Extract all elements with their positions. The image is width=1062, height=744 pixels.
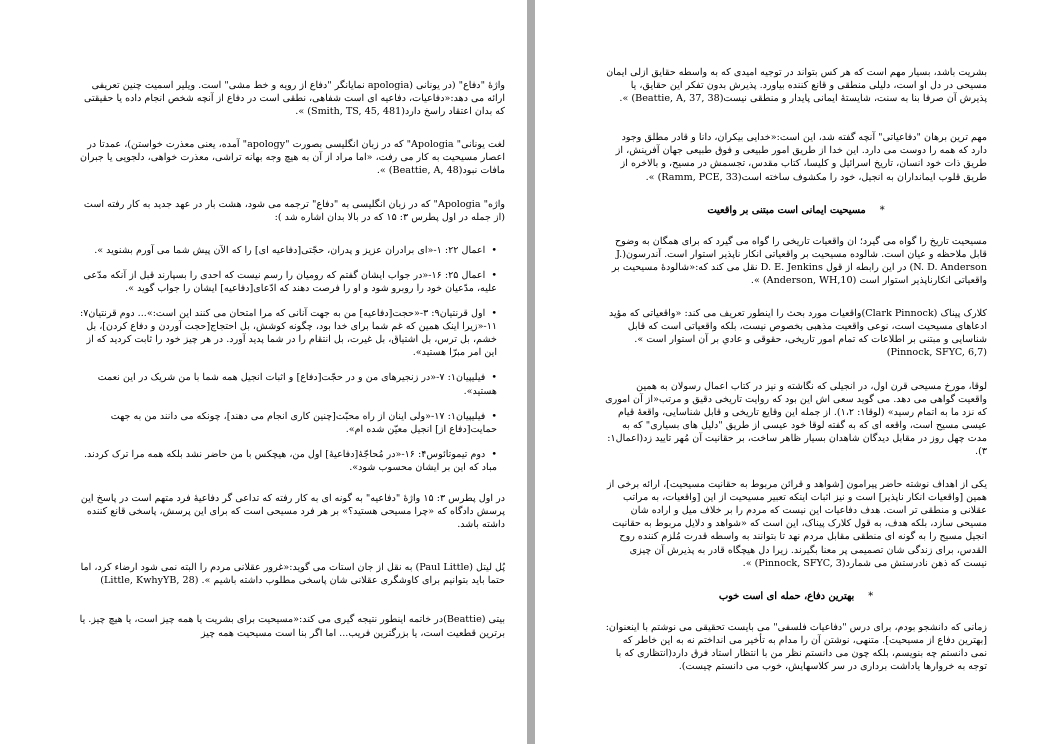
- verse-list-item: [78, 244, 505, 257]
- paragraph: مسیحیت تاریخ را گواه می گیرد؛ ان واقعیات تاریخی را گواه می گیرد که برای همگان به وضوح قابل ملاحظه و عیان است. شالوده مسیحیت بر واقعیاتی انکار ناپذیر استوار است. آندرسون(J. N. D. Anderson) در این رابطه از قول D. E. Jenkins نقل می کند که:«شالودهٔ مسیحیت بر واقعیاتی انکارناپذیر استوار است (Anderson, WH,10) ».: [611, 235, 987, 287]
- bullet-icon: •: [491, 308, 497, 320]
- verse-text: اعمال ۲۲: ۱-«ای برادران عزیز و پدران، حجّتی[دفاعیه ای] را که الآن پیش شما می آورم بشنوید ».: [94, 244, 486, 256]
- paragraph: پُل لیتل (Paul Little) به نقل از جان استات می گوید:«غرور عقلانی مردم را البته نمی شود ارضاء کرد، اما حتما باید بتوانیم برای کاوشگری عقلانی شان پاسخی مطلوب داشته باشیم ». (Little, KwhyYB, 28): [80, 562, 505, 587]
- paragraph: بیتی (Beattie)در خاتمه اینطور نتیجه گیری می کند:«مسیحیت برای بشریت یا همه چیز است، یا هیچ چیز. یا برترین قطعیت است، یا بزرگترین فریب... اما اگر بنا است مسیحیت همه چیز: [79, 614, 505, 639]
- bullet-icon: •: [491, 372, 497, 384]
- right-page: [535, 0, 1062, 744]
- verse-list-item: [78, 371, 505, 397]
- paragraph: مهم ترین برهان "دفاعیاتی" آنچه گفته شد، این است:«خدایی بیکران، دانا و قادر مطلق وجود دارد که همه را دوست می دارد. این خدا از طریق امور طبیعی و فوق طبیعی جهان آفرینش، از طریق ذات خود انسان، تاریخ اسرائیل و کلیسا، کتاب مقدس، تجسمش در مسیح، و بالاخره از طریق قلوب ایمانداران به انجیل، خود را مکشوف ساخته است(Ramm, PCE, 33) ».: [615, 132, 987, 183]
- paragraph: کلارک پیناک (Clark Pinnock)واقعیات مورد بحث را اینطور تعریف می کند: «واقعیاتی که مؤید ادعاهای مسیحیت است، نوعی واقعیت مذهبی بخصوص نیست، بلکه واقعیاتی است که قابل شناسایی و مبتنی بر اطلاعات که تمام امور تاریخی، حقوقی و عادي بر آن استوار است ». (Pinnock, SFYC, 6,7): [608, 308, 987, 359]
- bullet-icon: •: [491, 410, 497, 422]
- asterisk-marker: *: [868, 590, 874, 602]
- section-heading: [605, 590, 987, 603]
- paragraph: یکی از اهداف نوشته حاضر پیرامون [شواهد و قرائن مربوط به حقانیت مسیحیت]، ارائه برخی از همین [واقعیات انکار ناپذیر] است و نیز اثبات اینکه تعبیر مسیحیت از این [واقعیات، به مراتب عقلانی و منطقی تر است. هدف دفاعیات این نیست که مردم را بر خلاف میل و اراده شان مسیحی سازد، بلکه هدف، به قول کلارک پیناک، این است که «شواهد و دلایل مربوط به حقانیت انجیل مسیح را به گونه ای منطقی مقابل مردم نهد تا بتوانند به واسطه قدرت مُلزم کننده روح القدس، برای زندگی شان تصمیمی پر معنا بگیرند. زیرا دل هیچگاه قادر به پذیرش آن چیزی نیست که ذهن نادرستش می شمارد(Pinnock, SFYC, 3) ».: [606, 479, 987, 569]
- right-page-text-column: [605, 66, 987, 693]
- paragraph: بشریت باشد، بسیار مهم است که هر کس بتواند در توجیه امیدی که به واسطه حقایق ازلی ایمان مسیحی در دل او است، دلیلی منطقی و قانع کننده بیاورد. پذیرش بدون تفکر این حقایق، یا پذیرش آن صرفا بنا به سنت، شایستهٔ ایمانی پایدار و منطقی نیست(Beattie, A, 37, 38) ».: [606, 67, 987, 105]
- paragraph: زمانی که دانشجو بودم، برای درس "دفاعیات فلسفی" می بایست تحقیقی می نوشتم با اینعنوان:[بهترین دفاع از مسیحیت]. متنهی، نوشتن آن را مدام به تأخیر می انداختم نه به این خاطر که نمی دانستم چه بنویسم، بلکه چون می دانستم نظر من با انتظار استاد فرق دارد(انتظاری که با توجه به خروارها یاداشت برداری در سر کلاسهایش، خوب می دانستم چیست).: [605, 621, 987, 673]
- left-page-text-column: [78, 79, 505, 660]
- verse-text: اول قرنتیان۹: ۳-«حجت[دفاعیه] من به جهت آنانی که مرا امتحان می کنند این است:»... دوم قرنتیان۷: ۱۱-«زیرا اینک همین که غم شما برای خدا بود، چگونه کوشش، بل احتجاج[حجت آوردن و دفاع کردن]، بل خشم، بل ترس، بل اشتیاق، بل غیرت، بل انتقام را در شما پدید آورد. در هر چیز خود را ثابت کردید که از این امر مبرّا هستید».: [80, 308, 497, 359]
- section-heading-text: بهترین دفاع، حمله ای است خوب: [718, 590, 855, 602]
- bullet-icon: •: [491, 269, 497, 281]
- verse-list-item: [78, 410, 505, 436]
- paragraph: واژهٔ "دفاع" (در یونانی (apologia نمایانگر "دفاع از رویه و خط مشی" است. ویلیر اسمیت چنین تعریفی ارائه می دهد:«دفاعیات، دفاعیه ای است شفاهی، نطقی است در دفاع از آنچه شخص انجام داده یا حقیقتی که بدان اعتقاد راسخ دارد(Smith, TS, 45, 481) ».: [83, 80, 505, 118]
- verse-list-item: [78, 269, 505, 295]
- bullet-icon: •: [491, 244, 497, 256]
- asterisk-marker: *: [879, 204, 885, 216]
- verse-list-item: [78, 307, 505, 359]
- verse-text: فیلیپیان۱: ۷-«در زنجیرهای من و در حجّت[دفاع] و اثبات انجیل همه شما با من شریک در این نعمت هستید».: [97, 372, 497, 397]
- verse-text: فیلیپیان۱: ۱۷-«ولی اینان از راه محبّت[چنین کاری انجام می دهند]، چونکه می دانند من به جهت حمایت[دفاع از] انجیل معیّن شده ام».: [110, 410, 497, 435]
- verse-list-item: [78, 448, 505, 474]
- paragraph: لوقا، مورخ مسیحی قرن اول، در انجیلی که نگاشته و نیز در کتاب اعمال رسولان به همین واقعیت گواهی می دهد. می گوید سعی اش این بود که روایت تاریخی دقیق و مرتب«از آن اموری که نزد ما به اتمام رسید» (لوقا۱: ۱،۲). از جمله این وقایع تاریخی و قابل شناسایی، واقعهٔ قیام عیسی مسیح است، واقعه ای که به گفته لوقا خود عیسی از طریق "دلیل های بسیاری" که به مدت چهل روز در مقابل دیدگان شاهدان بسیار ظاهر ساخت، بر حقانیت آن مُهر تایید زد(اعمال۱: ۳).: [605, 380, 987, 457]
- section-heading: [605, 204, 987, 217]
- verse-text: دوم تیموتائوس۴: ۱۶-«در مُحاجّۀ[دفاعیۀ] اول من، هیچکس با من حاضر نشد بلکه همه مرا ترک کردند. مباد که این بر ایشان محسوب شود».: [83, 448, 497, 473]
- paragraph: در اول پطرس ۳: ۱۵ واژهٔ "دفاعیه" به گونه ای به کار رفته که تداعی گر دفاعیهٔ فرد متهم است در پاسخ این پرسش دادگاه که «چرا مسیحی هستید؟» بر هر فرد مسیحی است که برای این پرسش، پاسخی قانع کننده داشته باشد.: [80, 492, 505, 531]
- left-page: [0, 0, 527, 744]
- verse-text: اعمال ۲۵: ۱۶-«در جواب ایشان گفتم که رومیان را رسم نیست که احدی را بسپارند قبل از آنکه مدّعی علیه، مدّعیان خود را روبرو شود و او را فرصت دهند که ادّعای[دفاعیه] ایشان را جواب گوید ».: [83, 269, 497, 294]
- paragraph: واژه" Apologia" که در زبان انگلیسی به "دفاع" ترجمه می شود، هشت بار در عهد جدید به کار رفته است (از جمله در اول پطرس ۳: ۱۵ که در بالا بدان اشاره شد ):: [83, 198, 505, 223]
- section-heading-text: مسیحیت ایمانی است مبتنی بر واقعیت: [707, 204, 866, 216]
- paragraph: لغت یونانی" Apologia" که در زبان انگلیسی بصورت "apology" آمده، یعنی معذرت خواستن)، عمدتا در اعصار مسیحیت به کار می رفت، «اما مراد از آن به هیچ وجه بهانه تراشی، معذرت خواهی، دلجویی یا جبران مافات نبود(Beattie, A, 48) ».: [80, 139, 505, 177]
- bullet-icon: •: [491, 448, 497, 460]
